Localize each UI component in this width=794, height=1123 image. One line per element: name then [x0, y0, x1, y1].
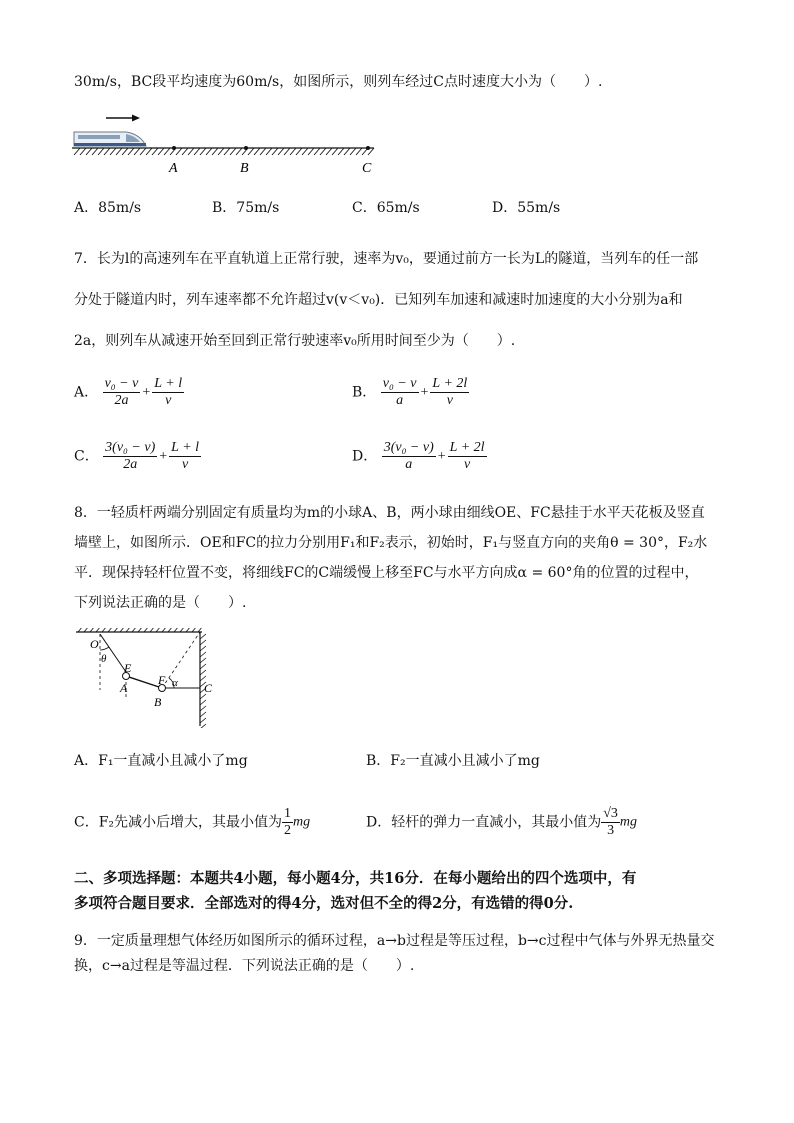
fraction: $\frac{L + l}{v}$	[171, 440, 200, 472]
fraction: $\frac{\text{3(v₀ − v)}}{2a}$	[105, 440, 156, 472]
label-theta: θ	[101, 653, 107, 665]
point-b-label: B	[240, 161, 249, 176]
q8-option-d[interactable]: D．轻杆的弹力一直减小，其最小值为 $\frac{√3}{3}$ mg	[366, 806, 638, 838]
q6-option-c[interactable]: C．65m/s	[352, 200, 420, 216]
train-track-figure	[70, 110, 390, 182]
section2-heading-line2: 多项符合题目要求．全部选对的得4分，选对但不全的得2分，有选错的得0分.	[74, 895, 574, 912]
fraction: $\frac{\text{3(v₀ − v)}}{a}$	[383, 440, 434, 472]
q7-option-a[interactable]: A． $\frac{\text{v₀ − v}}{2a}$ + $\frac{L + l}{v}$	[74, 376, 183, 408]
q6-option-b[interactable]: B．75m/s	[212, 200, 280, 216]
rod-suspension-figure	[74, 628, 224, 728]
q9-stem-line1: 9．一定质量理想气体经历如图所示的循环过程，a→b过程是等压过程，b→c过程中气体与外界无热量交	[74, 933, 715, 949]
point-a-label: A	[169, 161, 178, 176]
q8-option-a[interactable]: A．F₁一直减小且减小了mg	[74, 753, 248, 769]
q6-option-a[interactable]: A．85m/s	[74, 200, 142, 216]
q9-stem-line2: 换，c→a过程是等温过程．下列说法正确的是（ ）.	[74, 958, 415, 974]
q7-option-b[interactable]: B． $\frac{\text{v₀ − v}}{a}$ + $\frac{L + 2l}{v}$	[352, 376, 468, 408]
fraction: $\frac{L + 2l}{v}$	[432, 376, 468, 408]
q8-option-b[interactable]: B．F₂一直减小且减小了mg	[366, 753, 540, 769]
label-alpha: α	[172, 677, 178, 689]
fraction: $\frac{\text{v₀ − v}}{a}$	[382, 376, 417, 408]
q8-stem-line2: 墙壁上，如图所示．OE和FC的拉力分别用F₁和F₂表示，初始时，F₁与竖直方向的夹角θ = 30°，F₂水	[74, 535, 708, 551]
fraction: $\frac{1}{2}$	[284, 806, 292, 838]
q8-stem-line3: 平．现保持轻杆位置不变，将细线FC的C端缓慢上移至FC与水平方向成α = 60°角的位置的过程中，	[74, 565, 699, 581]
q7-option-c[interactable]: C． $\frac{\text{3(v₀ − v)}}{2a}$ + $\frac{L + l}{v}$	[74, 440, 200, 472]
q7-stem-line2: 分处于隧道内时，列车速率都不允许超过v(v＜v₀)．已知列车加速和减速时加速度的大小分别为a和	[74, 292, 683, 308]
fraction: $\frac{\text{v₀ − v}}{2a}$	[104, 376, 139, 408]
q6-stem-tail: 30m/s，BC段平均速度为60m/s，如图所示，则列车经过C点时速度大小为（ ）.	[74, 74, 603, 90]
label-e: E	[124, 661, 132, 675]
label-c: C	[204, 681, 213, 695]
label-f: F	[158, 673, 166, 687]
q7-stem-line1: 7．长为l的高速列车在平直轨道上正常行驶，速率为v₀，要通过前方一长为L的隧道，当列车的任一部	[74, 251, 699, 267]
q6-option-d[interactable]: D．55m/s	[492, 200, 561, 216]
q7-stem-line3: 2a，则列车从减速开始至回到正常行驶速率v₀所用时间至少为（ ）.	[74, 333, 516, 349]
q7-option-d[interactable]: D． $\frac{\text{3(v₀ − v)}}{a}$ + $\frac{L + 2l}{v}$	[352, 440, 485, 472]
fraction: $\frac{√3}{3}$	[603, 806, 618, 838]
fraction: $\frac{L + l}{v}$	[154, 376, 183, 408]
q8-stem-line4: 下列说法正确的是（ ）.	[74, 595, 247, 611]
q8-stem-line1: 8．一轻质杆两端分别固定有质量均为m的小球A、B，两小球由细线OE、FC悬挂于水平天花板及竖直	[74, 505, 705, 521]
fraction: $\frac{L + 2l}{v}$	[449, 440, 485, 472]
label-a: A	[120, 681, 128, 695]
label-b: B	[154, 695, 162, 709]
section2-heading-line1: 二、多项选择题：本题共4小题，每小题4分，共16分．在每小题给出的四个选项中，有	[74, 870, 637, 887]
q8-option-c[interactable]: C．F₂先减小后增大，其最小值为 $\frac{1}{2}$ mg	[74, 806, 311, 838]
train-icon	[74, 132, 146, 146]
label-o: O	[90, 637, 99, 651]
point-c-label: C	[362, 161, 372, 176]
